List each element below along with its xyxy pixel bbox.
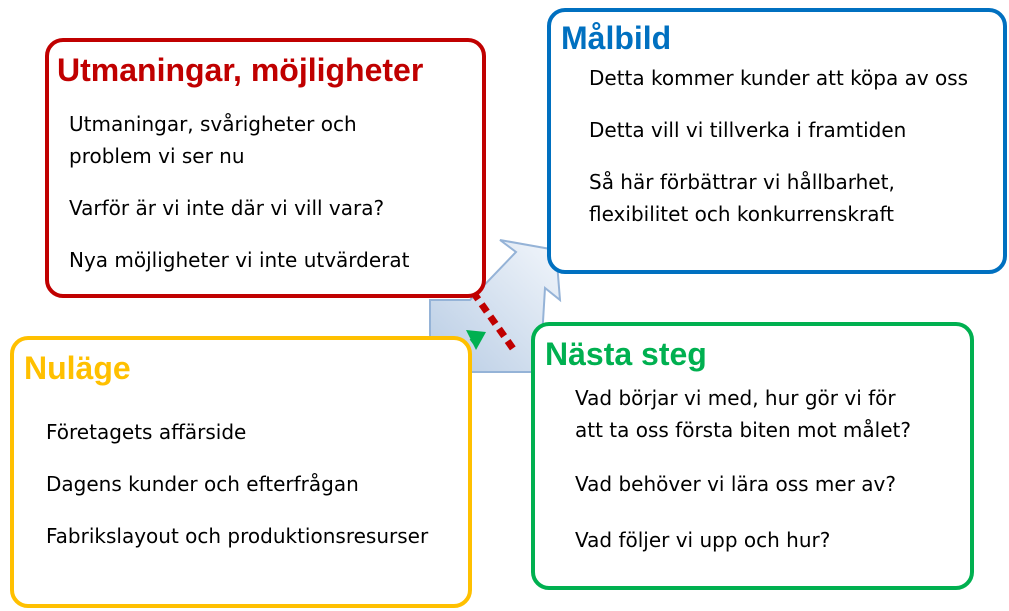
next-steps-title: Nästa steg [545, 336, 707, 372]
goal-box [547, 8, 1007, 274]
challenges-item: Utmaningar, svårigheter och [69, 112, 357, 136]
goal-item: flexibilitet och konkurrenskraft [589, 202, 894, 226]
goal-item: Detta vill vi tillverka i framtiden [589, 118, 907, 142]
challenges-title: Utmaningar, möjligheter [57, 52, 424, 88]
current-state-title: Nuläge [24, 350, 131, 386]
next-steps-box [531, 322, 974, 590]
current-state-item: Dagens kunder och efterfrågan [46, 472, 359, 496]
current-state-item: Företagets affärside [46, 420, 247, 444]
goal-item: Så här förbättrar vi hållbarhet, [589, 170, 895, 194]
current-state-box [10, 336, 472, 608]
goal-item: Detta kommer kunder att köpa av oss [589, 66, 969, 90]
next-steps-item: Vad börjar vi med, hur gör vi för [575, 386, 896, 410]
challenges-opportunities-box [45, 38, 486, 298]
challenges-item: Varför är vi inte där vi vill vara? [69, 196, 385, 220]
goal-title: Målbild [561, 20, 672, 56]
next-steps-item: att ta oss första biten mot målet? [575, 418, 911, 442]
challenges-item: problem vi ser nu [69, 144, 245, 168]
next-steps-item: Vad behöver vi lära oss mer av? [575, 472, 896, 496]
challenges-item: Nya möjligheter vi inte utvärderat [69, 248, 410, 272]
current-state-item: Fabrikslayout och produktionsresurser [46, 524, 429, 548]
next-steps-item: Vad följer vi upp och hur? [575, 528, 831, 552]
